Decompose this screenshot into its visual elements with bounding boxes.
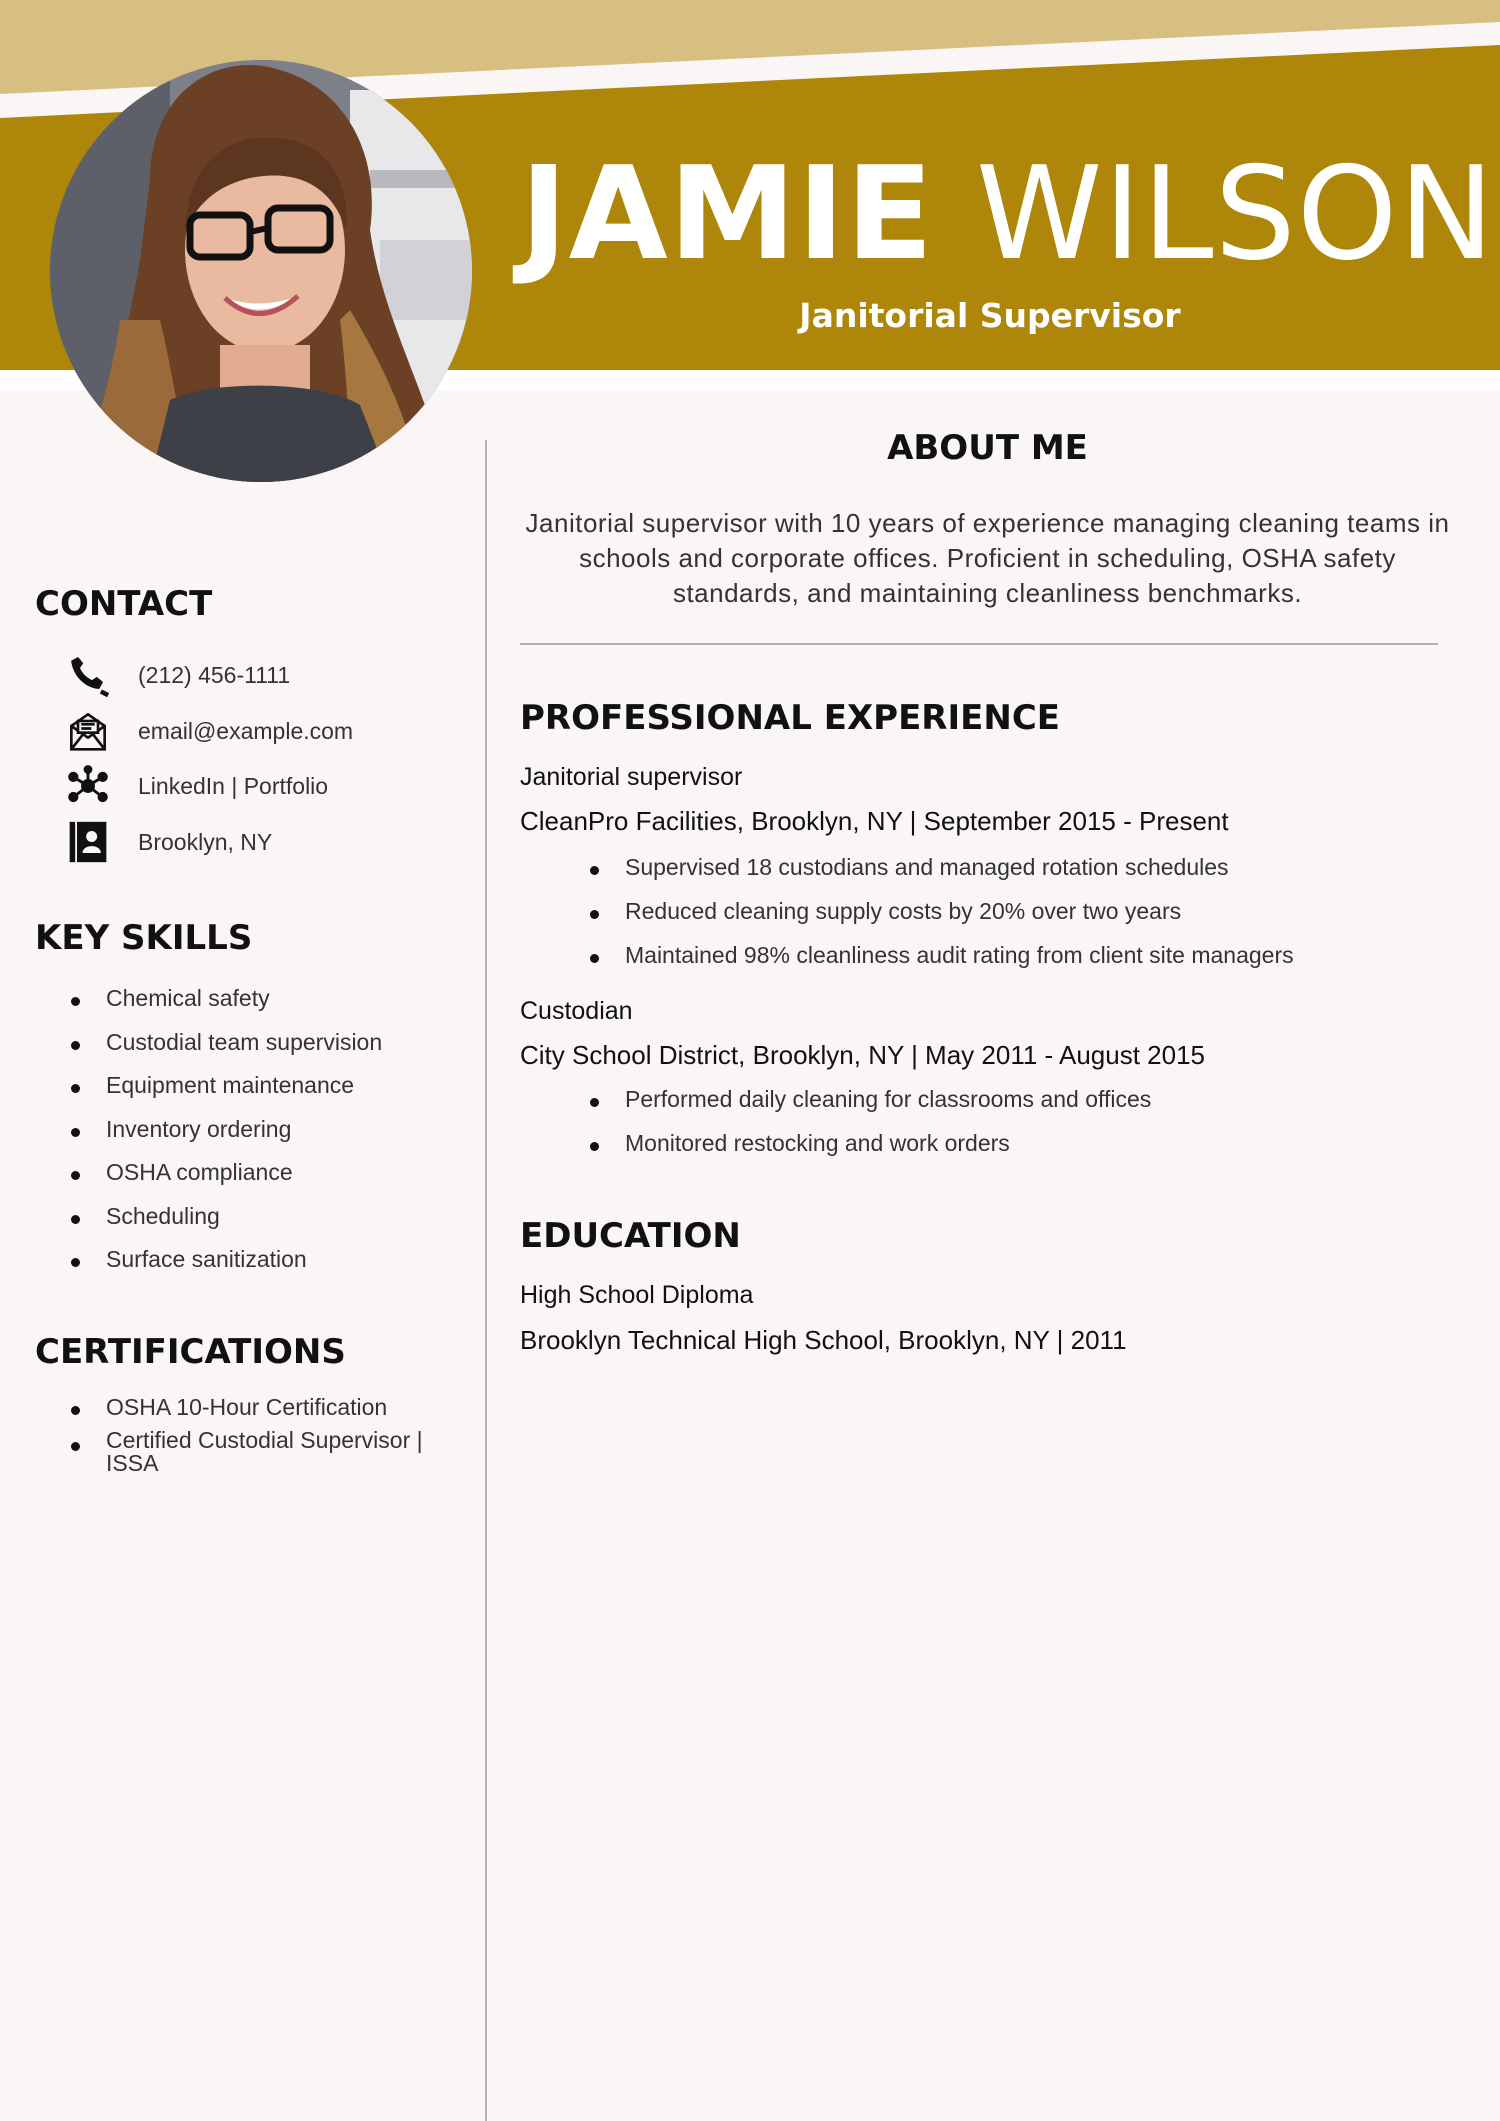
list-item: Scheduling	[106, 1202, 382, 1230]
list-item: Certified Custodial Supervisor | ISSA	[106, 1429, 446, 1475]
profile-photo	[50, 60, 472, 482]
network-icon	[64, 762, 112, 810]
contact-text: email@example.com	[138, 717, 354, 744]
certifications-heading: CERTIFICATIONS	[35, 1332, 346, 1372]
about-heading: ABOUT ME	[887, 428, 1088, 468]
certifications-list	[106, 1393, 446, 1475]
column-divider	[485, 440, 487, 2121]
education-school: Brooklyn Technical High School, Brooklyn, NY | 2011	[520, 1325, 1127, 1355]
list-item: Surface sanitization	[106, 1245, 382, 1273]
job-title: Janitorial Supervisor	[799, 296, 1181, 335]
first-name: JAMIE	[520, 140, 935, 289]
list-item: Maintained 98% cleanliness audit rating from client site managers	[625, 942, 1294, 968]
contact-location	[64, 817, 273, 867]
phone-icon	[64, 651, 112, 699]
contact-links[interactable]	[64, 761, 329, 811]
list-item: Reduced cleaning supply costs by 20% over two years	[625, 897, 1294, 925]
list-item: Supervised 18 custodians and managed rotation schedules	[625, 853, 1294, 881]
contact-heading: CONTACT	[35, 584, 213, 624]
about-text: Janitorial supervisor with 10 years of experience managing cleaning teams in schools and corporate offices. Proficient in scheduling, OSHA safety standards, and maintaining cleanliness benchmarks.	[525, 508, 1450, 608]
section-divider	[520, 643, 1438, 645]
skills-list	[106, 984, 382, 1273]
education-heading: EDUCATION	[520, 1216, 741, 1256]
job-organization: CleanPro Facilities, Brooklyn, NY | September 2015 - Present	[520, 806, 1229, 836]
list-item: Custodial team supervision	[106, 1028, 383, 1055]
list-item: Performed daily cleaning for classrooms and offices	[625, 1086, 1152, 1112]
list-item: Equipment maintenance	[106, 1071, 382, 1099]
contact-email[interactable]	[64, 706, 354, 756]
candidate-name	[520, 140, 1496, 289]
list-item: OSHA compliance	[106, 1158, 382, 1186]
skills-heading: KEY SKILLS	[35, 918, 253, 958]
job-title-entry: Custodian	[520, 997, 633, 1025]
email-icon	[64, 707, 112, 755]
experience-heading: PROFESSIONAL EXPERIENCE	[520, 698, 1060, 738]
list-item: Monitored restocking and work orders	[625, 1129, 1151, 1157]
contact-text: (212) 456-1111	[138, 661, 291, 688]
job-title-entry: Janitorial supervisor	[520, 763, 743, 791]
list-item: OSHA 10-Hour Certification	[106, 1393, 446, 1421]
job-bullets	[625, 853, 1294, 969]
job-organization: City School District, Brooklyn, NY | May 2011 - August 2015	[520, 1040, 1205, 1070]
contact-text: Brooklyn, NY	[138, 828, 273, 855]
contact-phone	[64, 650, 291, 700]
address-book-icon	[64, 818, 112, 866]
list-item: Chemical safety	[106, 984, 382, 1012]
last-name: WILSON	[975, 140, 1496, 289]
list-item: Inventory ordering	[106, 1115, 382, 1143]
contact-text: LinkedIn | Portfolio	[138, 772, 329, 799]
job-bullets	[625, 1085, 1151, 1157]
education-degree: High School Diploma	[520, 1281, 754, 1309]
